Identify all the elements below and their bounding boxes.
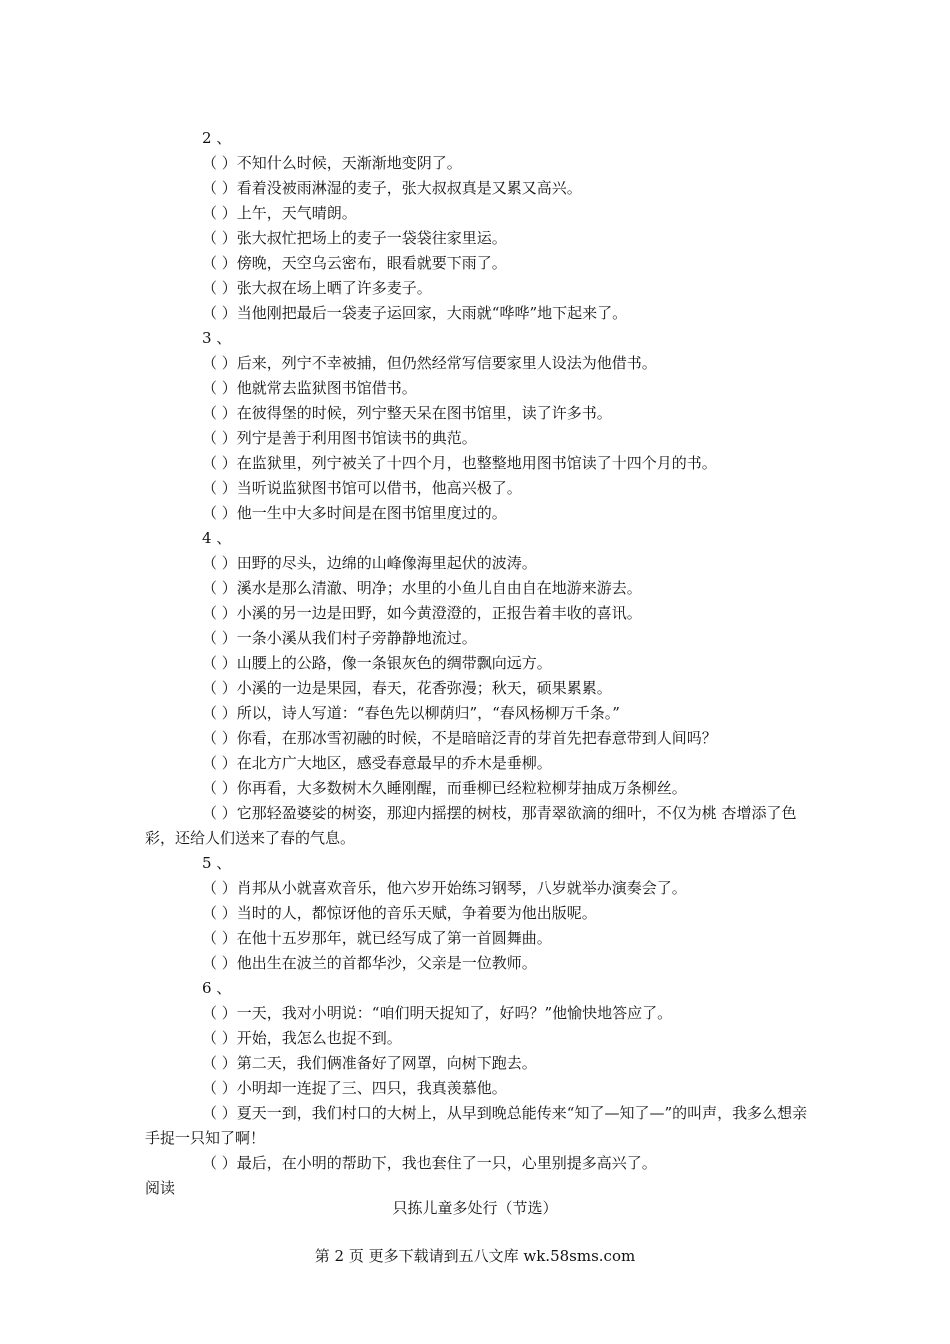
section-4-item: （ ）你再看，大多数树木久睡刚醒，而垂柳已经粒粒柳芽抽成万条柳丝。 (202, 779, 687, 797)
section-5-item: （ ）当时的人，都惊讶他的音乐天赋，争着要为他出版呢。 (202, 904, 597, 922)
section-4-item: （ ）一条小溪从我们村子旁静静地流过。 (202, 629, 477, 647)
section-6-item: （ ）最后，在小明的帮助下，我也套住了一只，心里别提多高兴了。 (202, 1154, 657, 1172)
section-5-item: （ ）他出生在波兰的首都华沙，父亲是一位教师。 (202, 954, 537, 972)
section-6-item: （ ）小明却一连捉了三、四只，我真羡慕他。 (202, 1079, 507, 1097)
section-3-item: （ ）他就常去监狱图书馆借书。 (202, 379, 417, 397)
section-4-number: 4 、 (202, 529, 232, 547)
section-2-item: （ ）张大叔在场上晒了许多麦子。 (202, 279, 432, 297)
section-2-item: （ ）看着没被雨淋湿的麦子，张大叔叔真是又累又高兴。 (202, 179, 582, 197)
section-2-item: （ ）当他刚把最后一袋麦子运回家，大雨就“哗哗”地下起来了。 (202, 304, 628, 322)
section-2-item: （ ）不知什么时候，天渐渐地变阴了。 (202, 154, 462, 172)
section-3-item: （ ）列宁是善于利用图书馆读书的典范。 (202, 429, 477, 447)
section-2-item: （ ）上午，天气晴朗。 (202, 204, 357, 222)
section-2-number: 2 、 (202, 129, 232, 147)
section-4-item: （ ）小溪的另一边是田野，如今黄澄澄的，正报告着丰收的喜讯。 (202, 604, 642, 622)
section-5-item: （ ）在他十五岁那年，就已经写成了第一首圆舞曲。 (202, 929, 552, 947)
exercise-content (145, 126, 810, 1201)
section-6-item-wrapped: （ ）夏天一到，我们村口的大树上，从早到晚总能传来“知了—知了—”的叫声，我多么想亲 手捉一只知了啊！ (145, 1104, 808, 1147)
section-4-item: （ ）小溪的一边是果园，春天，花香弥漫；秋天，硕果累累。 (202, 679, 612, 697)
section-4-item: （ ）在北方广大地区，感受春意最早的乔木是垂柳。 (202, 754, 552, 772)
section-6-item: （ ）第二天，我们俩准备好了网罩，向树下跑去。 (202, 1054, 537, 1072)
section-6-item: （ ）一天，我对小明说：“咱们明天捉知了，好吗？”他愉快地答应了。 (202, 1004, 673, 1022)
section-3-item: （ ）他一生中大多时间是在图书馆里度过的。 (202, 504, 507, 522)
section-4-item: （ ）山腰上的公路，像一条银灰色的绸带飘向远方。 (202, 654, 552, 672)
section-6-item: （ ）开始，我怎么也捉不到。 (202, 1029, 402, 1047)
section-4-item: （ ）溪水是那么清澈、明净；水里的小鱼儿自由自在地游来游去。 (202, 579, 642, 597)
section-3-item: （ ）后来，列宁不幸被捕，但仍然经常写信要家里人设法为他借书。 (202, 354, 657, 372)
section-5-number: 5 、 (202, 854, 232, 872)
reading-label: 阅读 (145, 1179, 176, 1197)
section-3-item: （ ）在监狱里，列宁被关了十四个月，也整整地用图书馆读了十四个月的书。 (202, 454, 717, 472)
section-3-item: （ ）在彼得堡的时候，列宁整天呆在图书馆里，读了许多书。 (202, 404, 612, 422)
page-footer: 第 2 页 更多下载请到五八文库 wk.58sms.com (314, 1247, 636, 1265)
section-2-item: （ ）傍晚，天空乌云密布，眼看就要下雨了。 (202, 254, 507, 272)
section-4-item: （ ）所以，诗人写道：“春色先以柳荫归”，“春风杨柳万千条。” (202, 704, 620, 722)
section-5-item: （ ）肖邦从小就喜欢音乐，他六岁开始练习钢琴，八岁就举办演奏会了。 (202, 879, 687, 897)
section-6-number: 6 、 (202, 979, 232, 997)
section-3-number: 3 、 (202, 329, 232, 347)
passage-title: 只拣儿童多处行（节选） (392, 1199, 558, 1217)
section-3-item: （ ）当听说监狱图书馆可以借书，他高兴极了。 (202, 479, 522, 497)
section-4-item-wrapped: （ ）它那轻盈婆娑的树姿，那迎内摇摆的树枝，那青翠欲滴的细叶，不仅为桃 杏增添了色彩，还给人们送来了春的气息。 (145, 804, 797, 847)
section-2-item: （ ）张大叔忙把场上的麦子一袋袋往家里运。 (202, 229, 507, 247)
section-4-item: （ ）你看，在那冰雪初融的时候，不是暗暗泛青的芽首先把春意带到人间吗？ (202, 729, 717, 747)
section-4-item: （ ）田野的尽头，边绵的山峰像海里起伏的波涛。 (202, 554, 537, 572)
